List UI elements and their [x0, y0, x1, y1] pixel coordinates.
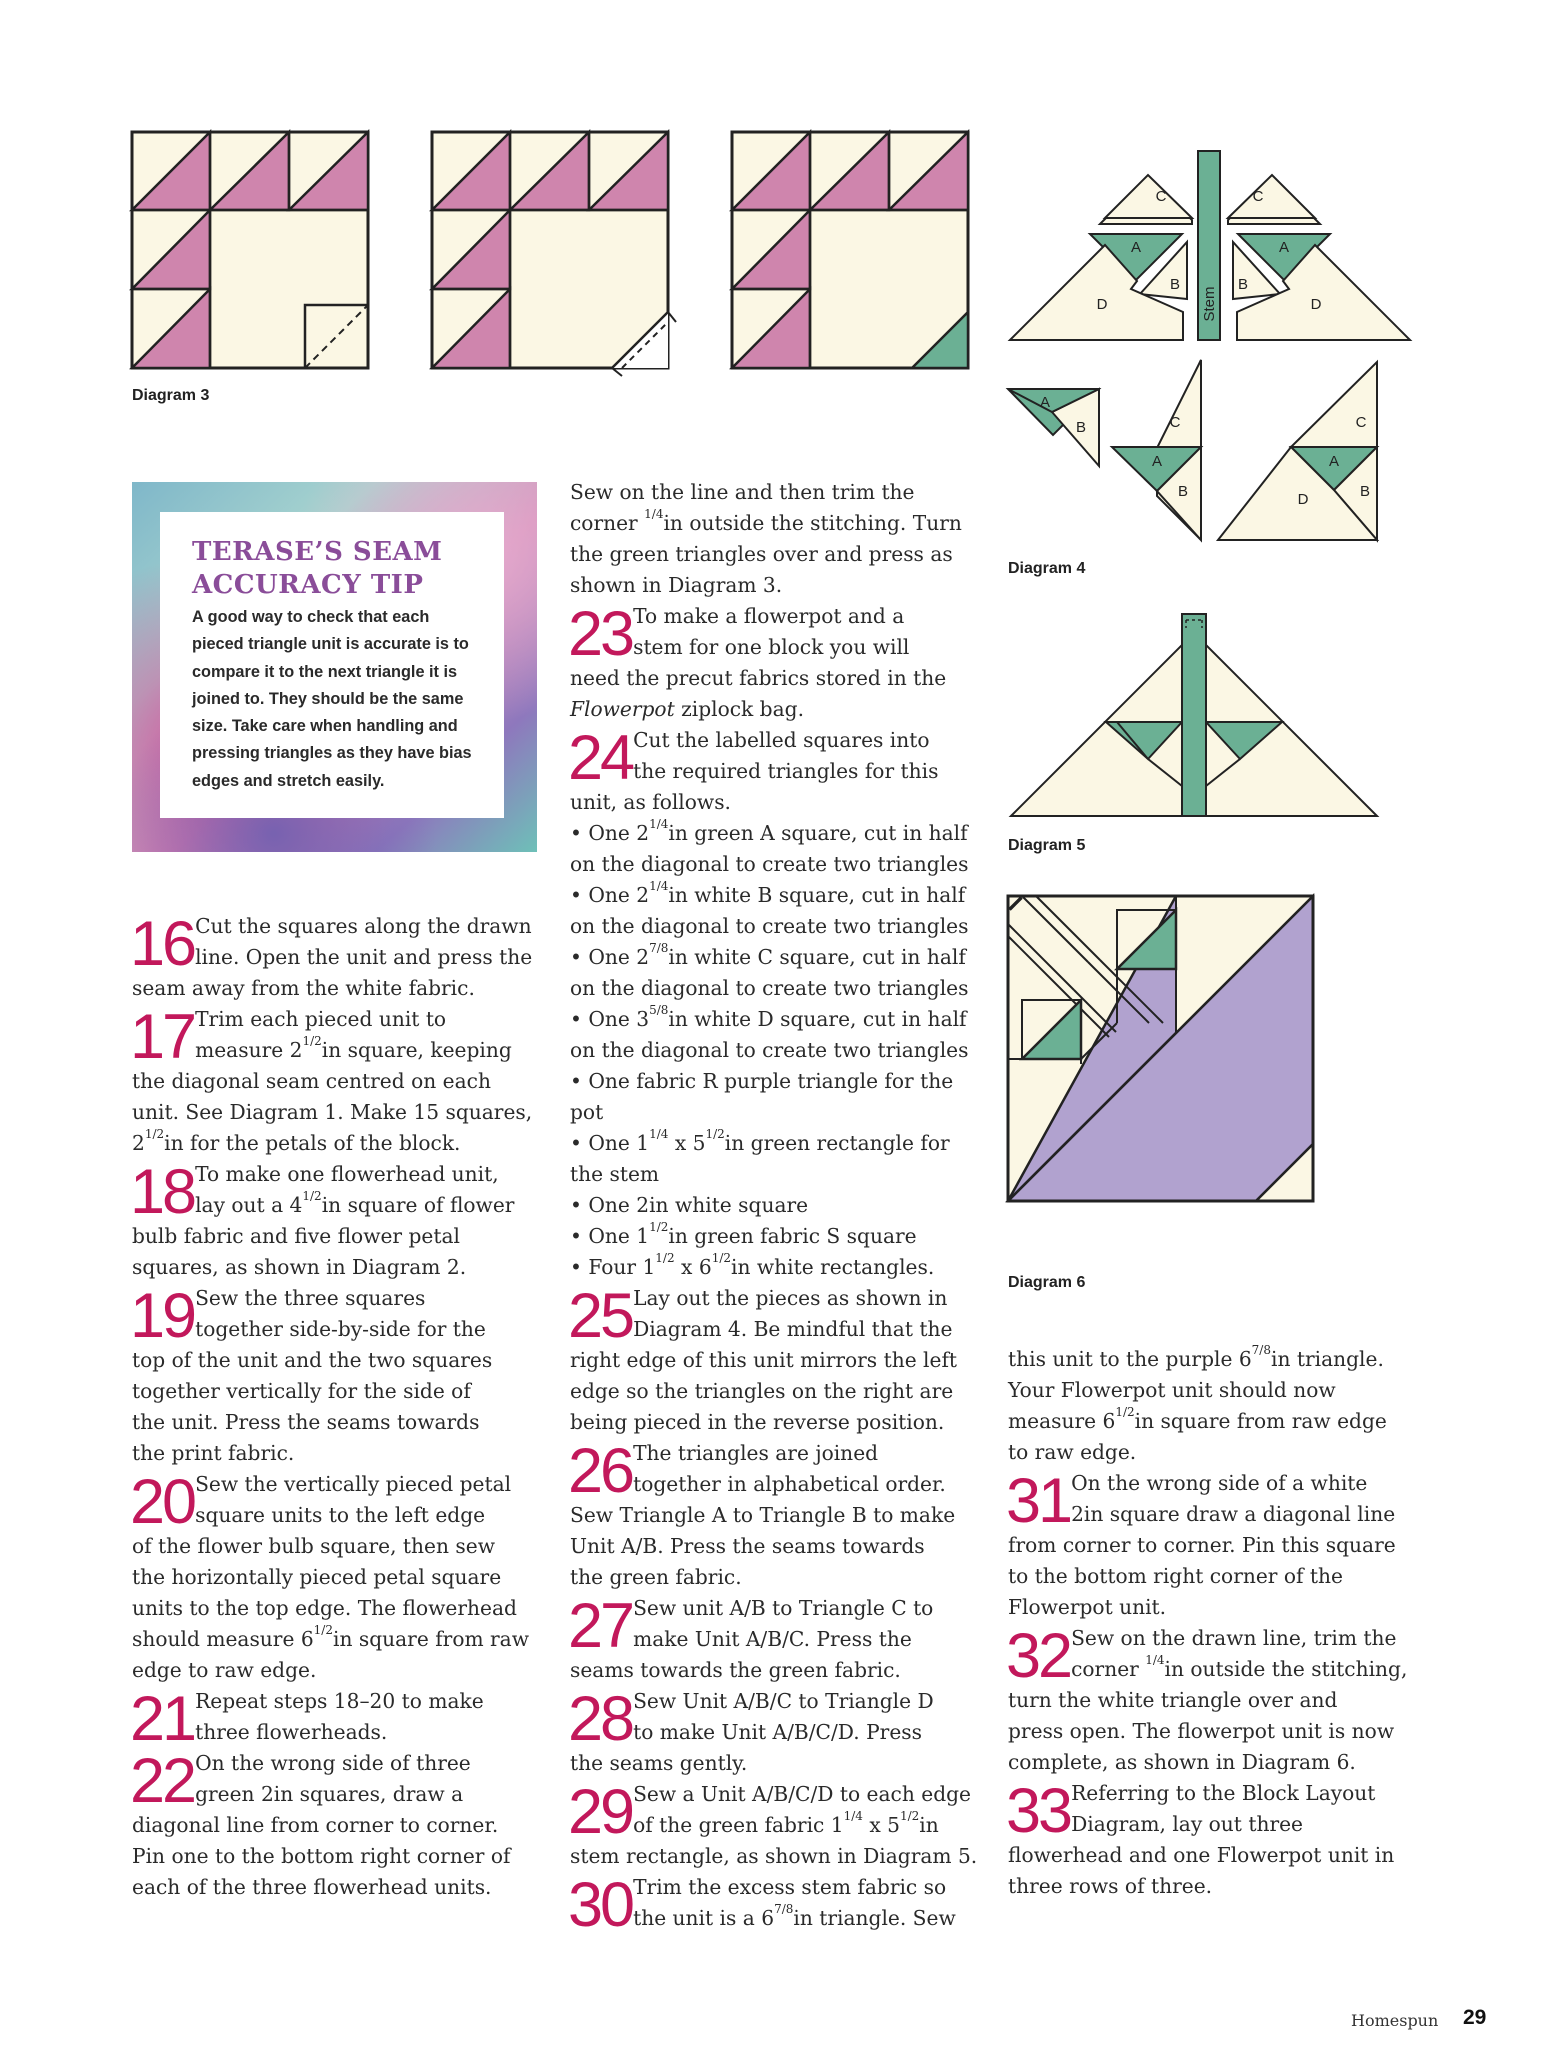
d4-label-abcd-c: C [1355, 414, 1367, 431]
step-number: 32 [1006, 1621, 1071, 1691]
step-30-continued: this unit to the purple $6^{7/8}in$ triangle. Your Flowerpot unit should now measure $6^{1/2}in$ square from raw edge to raw edge. [1008, 1343, 1387, 1464]
step-number: 29 [568, 1777, 633, 1847]
step-22-continued: Sew on the line and then trim the corner $^{1/4}$in outside the stitching. Turn the green triangles over and press as shown in Diagram 3. [570, 480, 962, 597]
step-number: 19 [130, 1281, 195, 1351]
step-19: 19 Sew the three squares together side-by-side for the top of the unit and the two squares together vertically for the side of the unit. Press the seams towards the print fabric. [130, 1281, 493, 1465]
step-number: 25 [568, 1281, 633, 1351]
diagram4-caption: Diagram 4 [1008, 560, 1086, 577]
bullet-line: on the diagonal to create two triangles [570, 976, 969, 1000]
d4-label-a-right: A [1278, 239, 1290, 256]
diagram5-caption: Diagram 5 [1008, 837, 1086, 854]
diagram3-block-2 [432, 132, 668, 368]
footer-brand: Homespun [1351, 2011, 1439, 2030]
step-30: 30 Trim the excess stem fabric so the unit is a $6^{7/8}in$ triangle. Sew [568, 1870, 956, 1940]
step-23: 23 To make a flowerpot and a stem for one block you will need the precut fabrics stored in the Flowerpot ziplock bag. [568, 599, 947, 721]
tip-title: TERASE’S SEAM ACCURACY TIP [192, 537, 443, 600]
d4-label-abcd-a: A [1328, 453, 1340, 470]
d4-label-c-left: C [1155, 188, 1167, 205]
diagram3-block-1 [132, 132, 368, 368]
bullet-line: on the diagonal to create two triangles [570, 852, 969, 876]
bullet-line: • One $2^{7/8}in$ white C square, cut in half [570, 941, 966, 969]
step-26: 26 The triangles are joined together in alphabetical order. Sew Triangle A to Triangle B to make Unit A/B. Press the seams towards the green fabric. [568, 1436, 956, 1589]
d4-label-abc-c: C [1169, 414, 1181, 431]
step-22: 22 On the wrong side of three green 2in squares, draw a diagonal line from corner to corner. Pin one to the bottom right corner of each of the three flowerhead units. [130, 1746, 511, 1899]
step-27: 27 Sew unit A/B to Triangle C to make Unit A/B/C. Press the seams towards the green fabric. [568, 1591, 934, 1682]
bullet-line: • One fabric R purple triangle for the pot [570, 1069, 954, 1124]
bullet-line: on the diagonal to create two triangles [570, 914, 969, 938]
step-24: 24 Cut the labelled squares into the required triangles for this unit, as follows. • One $2^{1/4}in$ green A square, cut in half on the diagonal to create two triangles • One $2^{1/4}in$ white B square, cut in half on the diagonal to create two triangles • One $2^{7/8}in$ white C square, cut in half on the diagonal to create two triangles • One $3^{5/8}in$ white D square, cut in half on the diagonal to create two triangles • One fabric R purple triangle for the pot • One $1^{1/4}$ x $5^{1/2}in$ green rectangle for the stem • One 2in white square • One $1^{1/2}in$ green fabric S square • Four $1^{1/2}$ x $6^{1/2}in$ white rectangles. [570, 725, 990, 1283]
d4-label-a-left: A [1130, 239, 1142, 256]
d4-label-abcd-d: D [1297, 491, 1309, 508]
step-number: 16 [130, 909, 195, 979]
d4-label-d-left: D [1096, 296, 1108, 313]
d4-label-b-left: B [1169, 276, 1181, 293]
step-18: 18 To make one flowerhead unit, lay out a $4^{1/2}in$ square of flower bulb fabric and five flower petal squares, as shown in Diagram 2. [130, 1157, 515, 1279]
step-number: 31 [1006, 1466, 1071, 1536]
d4-label-b-right: B [1237, 276, 1249, 293]
d4-label-abc-b: B [1177, 483, 1189, 500]
bullet-line: • Four $1^{1/2}$ x $6^{1/2}in$ white rectangles. [570, 1251, 935, 1279]
step-number: 22 [130, 1746, 195, 1816]
bullet-line: • One $1^{1/4}$ x $5^{1/2}in$ green rectangle for [570, 1127, 950, 1155]
page-number: 29 [1463, 2006, 1487, 2029]
bullet-line: the stem [570, 1162, 660, 1186]
step-number: 28 [568, 1684, 633, 1754]
step-21: 21 Repeat steps 18–20 to make three flowerheads. [130, 1684, 484, 1754]
column-2 [568, 477, 990, 1940]
bullet-line: • One $2^{1/4}in$ green A square, cut in half [570, 817, 968, 845]
step-28: 28 Sew Unit A/B/C to Triangle D to make Unit A/B/C/D. Press the seams gently. [568, 1684, 934, 1775]
column-1 [132, 911, 552, 1903]
d4-label-abcd-b: B [1359, 483, 1371, 500]
step-29: 29 Sew a Unit A/B/C/D to each edge of the green fabric $1^{1/4}$ x $5^{1/2}in$ stem rectangle, as shown in Diagram 5. [568, 1777, 978, 1868]
step-number: 20 [130, 1467, 195, 1537]
diagram5 [1008, 614, 1380, 819]
bullet-line: • One $1^{1/2}in$ green fabric S square [570, 1220, 917, 1248]
diagram6-caption: Diagram 6 [1008, 1274, 1086, 1291]
step-17: 17 Trim each pieced unit to measure $2^{1/2}in$ square, keeping the diagonal seam centred on each unit. See Diagram 1. Make 15 squares, $2^{1/2}in$ for the petals of the block. [130, 1002, 533, 1155]
step-20: 20 Sew the vertically pieced petal square units to the left edge of the flower bulb square, then sew the horizontally pieced petal square units to the top edge. The flowerhead should measure $6^{1/2}in$ square from raw edge to raw edge. [130, 1467, 529, 1682]
diagram3-block-3 [732, 132, 968, 368]
step-33: 33 Referring to the Block Layout Diagram, lay out three flowerhead and one Flowerpot unit in three rows of three. [1006, 1776, 1395, 1898]
step-16: 16 Cut the squares along the drawn line. Open the unit and press the seam away from the white fabric. [130, 909, 533, 1000]
d4-label-abc-a: A [1151, 453, 1163, 470]
d4-label-ab-a: A [1039, 394, 1051, 411]
step-number: 17 [130, 1002, 195, 1072]
tip-body: A good way to check that each pieced triangle unit is accurate is to compare it to the next triangle it is joined to. They should be the same size. Take care when handling and pressing triangles as they have bias edges and stretch easily. [192, 608, 472, 790]
d4-label-d-right: D [1310, 296, 1322, 313]
bullet-line: on the diagonal to create two triangles [570, 1038, 969, 1062]
step-number: 21 [130, 1684, 195, 1754]
step-number: 33 [1006, 1776, 1071, 1846]
diagram3-caption: Diagram 3 [132, 387, 210, 404]
bullet-line: • One $2^{1/4}in$ white B square, cut in half [570, 879, 966, 907]
step-number: 23 [568, 599, 633, 669]
step-number: 27 [568, 1591, 633, 1661]
step-32: 32 Sew on the drawn line, trim the corner $^{1/4}$in outside the stitching, turn the white triangle over and press open. The flowerpot unit is now complete, as shown in Diagram 6. [1006, 1621, 1408, 1774]
d4-label-stem: Stem [1201, 286, 1218, 322]
step-number: 24 [568, 723, 633, 793]
step-number: 18 [130, 1157, 195, 1227]
diagram6 [1008, 896, 1313, 1201]
step-number: 30 [568, 1870, 633, 1940]
diagram4 [1005, 134, 1405, 544]
step-31: 31 On the wrong side of a white 2in square draw a diagonal line from corner to corner. Pin this square to the bottom right corner of the Flowerpot unit. [1006, 1466, 1396, 1619]
column-3 [1008, 1344, 1428, 1902]
step-number: 26 [568, 1436, 633, 1506]
d4-label-ab-b: B [1075, 419, 1087, 436]
d4-label-c-right: C [1252, 188, 1264, 205]
bullet-line: • One $3^{5/8}in$ white D square, cut in half [570, 1003, 967, 1031]
step-25: 25 Lay out the pieces as shown in Diagram 4. Be mindful that the right edge of this unit mirrors the left edge so the triangles on the right are being pieced in the reverse position. [568, 1281, 958, 1434]
bullet-line: • One 2in white square [570, 1193, 809, 1217]
